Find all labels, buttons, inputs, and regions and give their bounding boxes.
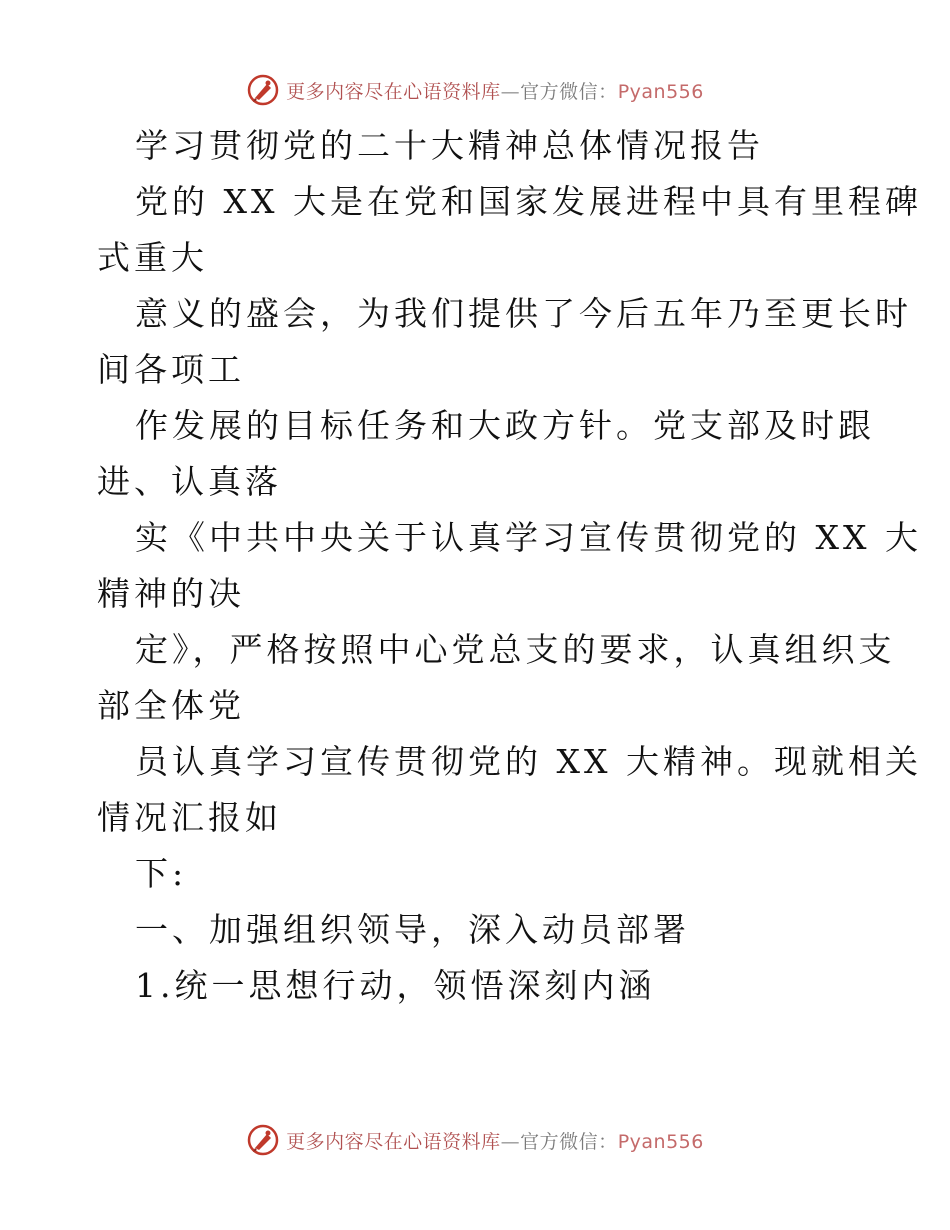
header-watermark [0, 70, 950, 110]
document-line: 一、加强组织领导，深入动员部署 [135, 910, 690, 949]
pen-logo-icon [246, 73, 280, 107]
footer-watermark [0, 1120, 950, 1160]
watermark-main: 更多内容尽在心语资料库 [286, 80, 501, 103]
document-line: 部全体党 [97, 686, 245, 725]
document-body [97, 118, 922, 1014]
watermark-id: Pyan556 [617, 80, 704, 103]
watermark-official: 官方微信： [520, 80, 618, 103]
document-line: 学习贯彻党的二十大精神总体情况报告 [135, 126, 764, 165]
watermark-official: 官方微信： [520, 1130, 618, 1153]
document-line: 作发展的目标任务和大政方针。党支部及时跟 [135, 406, 875, 445]
watermark-dash: — [500, 80, 521, 103]
document-line: 式重大 [97, 238, 208, 277]
document-line: 党的 XX 大是在党和国家发展进程中具有里程碑 [135, 182, 922, 221]
document-line: 间各项工 [97, 350, 245, 389]
watermark-id: Pyan556 [617, 1130, 704, 1153]
document-line: 定》，严格按照中心党总支的要求，认真组织支 [135, 630, 896, 669]
pen-logo-icon [246, 1123, 280, 1157]
watermark-text [286, 77, 704, 104]
document-line: 意义的盛会，为我们提供了今后五年乃至更长时 [135, 294, 912, 333]
document-line: 精神的决 [97, 574, 245, 613]
watermark-dash: — [500, 1130, 521, 1153]
watermark-text [286, 1127, 704, 1154]
watermark-main: 更多内容尽在心语资料库 [286, 1130, 501, 1153]
document-line: 员认真学习宣传贯彻党的 XX 大精神。现就相关 [135, 742, 922, 781]
document-line: 进、认真落 [97, 462, 282, 501]
document-line: 1.统一思想行动，领悟深刻内涵 [135, 966, 656, 1005]
document-line: 实《中共中央关于认真学习宣传贯彻党的 XX 大 [135, 518, 922, 557]
document-line: 情况汇报如 [97, 798, 282, 837]
document-line: 下: [135, 854, 188, 893]
